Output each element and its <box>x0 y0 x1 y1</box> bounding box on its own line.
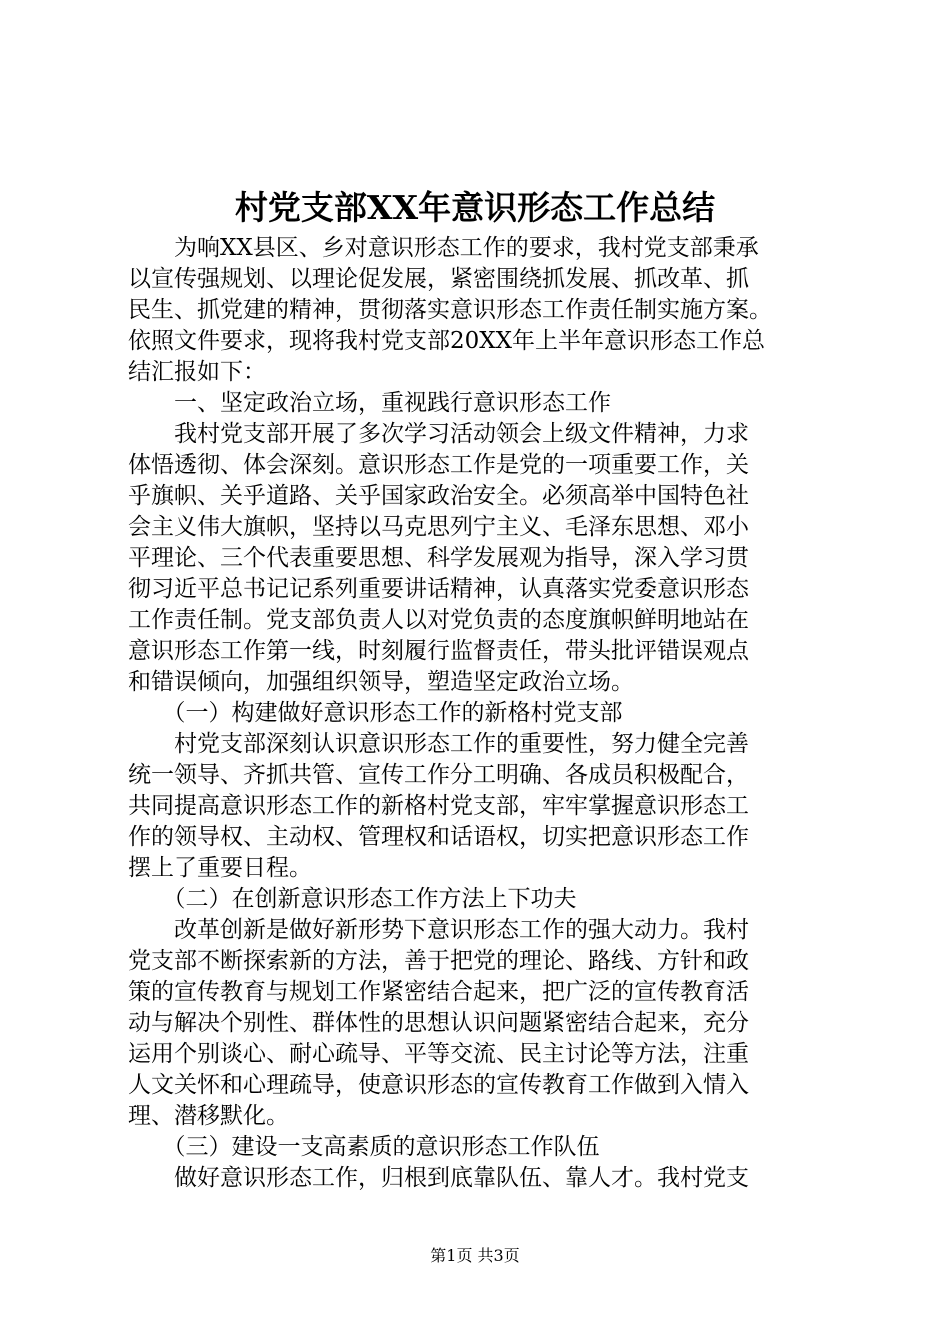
body-line: 为响XX县区、乡对意识形态工作的要求，我村党支部秉承 <box>128 235 759 261</box>
body-line: 乎旗帜、关乎道路、关乎国家政治安全。必须高举中国特色社 <box>128 483 749 509</box>
body-line: 平理论、三个代表重要思想、科学发展观为指导，深入学习贯 <box>128 545 749 571</box>
body-line: 体悟透彻、体会深刻。意识形态工作是党的一项重要工作，关 <box>128 452 749 478</box>
body-line: 作的领导权、主动权、管理权和话语权，切实把意识形态工作 <box>128 824 749 850</box>
body-line: 做好意识形态工作，归根到底靠队伍、靠人才。我村党支 <box>128 1165 749 1191</box>
body-line: 依照文件要求，现将我村党支部20XX年上半年意识形态工作总 <box>128 328 766 354</box>
body-line: 会主义伟大旗帜，坚持以马克思列宁主义、毛泽东思想、邓小 <box>128 514 749 540</box>
subsection-heading: （三）建设一支高素质的意识形态工作队伍 <box>128 1134 600 1160</box>
body-line: 彻习近平总书记记系列重要讲话精神，认真落实党委意识形态 <box>128 576 749 602</box>
body-line: 摆上了重要日程。 <box>128 855 312 881</box>
body-line: 策的宣传教育与规划工作紧密结合起来，把广泛的宣传教育活 <box>128 979 749 1005</box>
page-footer: 第1页 共3页 <box>430 1246 520 1265</box>
body-line: 村党支部深刻认识意识形态工作的重要性，努力健全完善 <box>128 731 749 757</box>
body-line: 结汇报如下： <box>128 359 266 385</box>
body-line: 统一领导、齐抓共管、宣传工作分工明确、各成员积极配合， <box>128 762 749 788</box>
body-line: 和错误倾向，加强组织领导，塑造坚定政治立场。 <box>128 669 634 695</box>
section-heading: 一、坚定政治立场，重视践行意识形态工作 <box>128 390 611 416</box>
body-line: 党支部不断探索新的方法，善于把党的理论、路线、方针和政 <box>128 948 749 974</box>
body-line: 理、潜移默化。 <box>128 1103 289 1129</box>
body-line: 动与解决个别性、群体性的思想认识问题紧密结合起来，充分 <box>128 1010 749 1036</box>
document-title: 村党支部XX年意识形态工作总结 <box>234 188 716 227</box>
body-line: 改革创新是做好新形势下意识形态工作的强大动力。我村 <box>128 917 749 943</box>
body-line: 人文关怀和心理疏导，使意识形态的宣传教育工作做到入情入 <box>128 1072 749 1098</box>
subsection-heading: （二）在创新意识形态工作方法上下功夫 <box>128 886 577 912</box>
body-line: 运用个别谈心、耐心疏导、平等交流、民主讨论等方法，注重 <box>128 1041 749 1067</box>
body-line: 共同提高意识形态工作的新格村党支部，牢牢掌握意识形态工 <box>128 793 749 819</box>
body-line: 以宣传强规划、以理论促发展，紧密围绕抓发展、抓改革、抓 <box>128 266 749 292</box>
body-line: 工作责任制。党支部负责人以对党负责的态度旗帜鲜明地站在 <box>128 607 749 633</box>
subsection-heading: （一）构建做好意识形态工作的新格村党支部 <box>128 700 623 726</box>
body-line: 我村党支部开展了多次学习活动领会上级文件精神，力求 <box>128 421 749 447</box>
document-body <box>128 233 838 1194</box>
body-line: 意识形态工作第一线，时刻履行监督责任，带头批评错误观点 <box>128 638 749 664</box>
body-line: 民生、抓党建的精神，贯彻落实意识形态工作责任制实施方案。 <box>128 297 772 323</box>
